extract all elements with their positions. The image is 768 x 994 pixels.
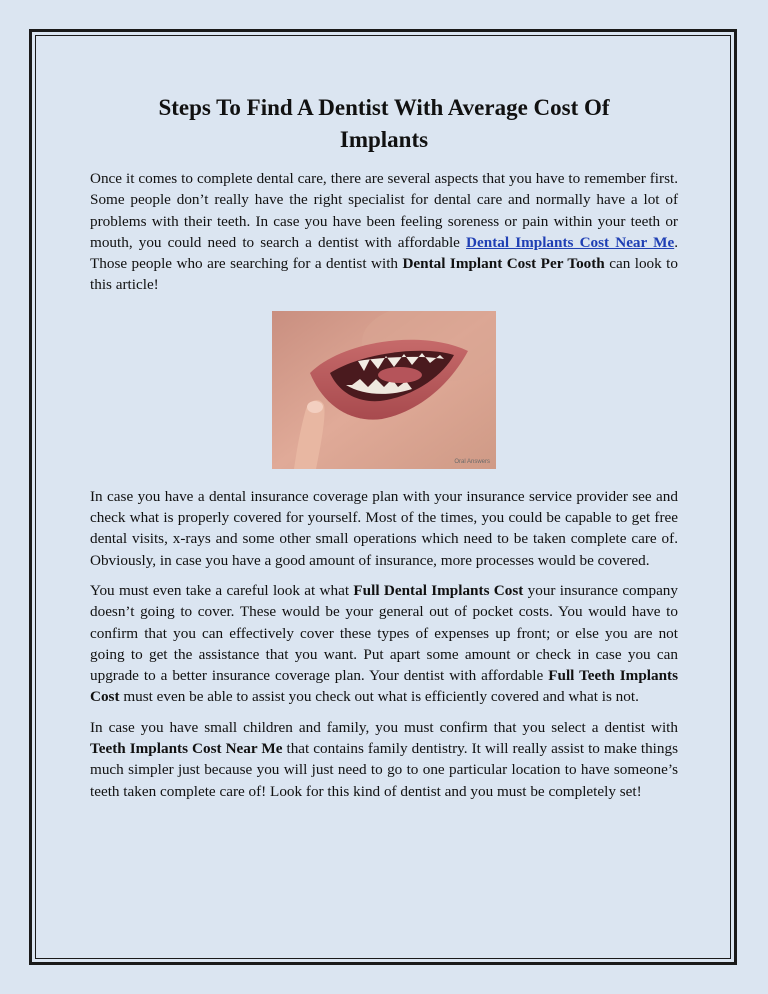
dental-implants-cost-link[interactable]: Dental Implants Cost Near Me bbox=[466, 233, 675, 251]
paragraph-text: that contains family dentistry. It will really assist to make things much simpler just because you will just need to go to one particular location to have someone’s teeth taken complete care of! Look for this kind of dentist and you must be completely set! bbox=[90, 740, 678, 800]
bold-keyword: Full Teeth Implants Cost bbox=[90, 667, 678, 706]
paragraph-text: can look to this article! bbox=[90, 255, 678, 294]
mouth-photo bbox=[272, 311, 496, 469]
paragraph-costs bbox=[90, 580, 678, 708]
paragraph-text: . Those people who are searching for a dentist with bbox=[90, 233, 678, 273]
document-body bbox=[90, 92, 678, 802]
paragraph-family bbox=[90, 717, 678, 802]
paragraph-insurance: In case you have a dental insurance coverage plan with your insurance service provider see and check what is properly covered for yourself. Most of the times, you could be capable to get free dental visits, x-rays and some other small operations which need to be taken complete care of. Obviously, in case you have a good amount of insurance, more processes would be covered. bbox=[90, 487, 678, 569]
document-title: Steps To Find A Dentist With Average Cost Of Implants bbox=[158, 95, 610, 152]
photo-credit: Oral Answers bbox=[454, 458, 490, 465]
bold-keyword: Teeth Implants Cost Near Me bbox=[90, 740, 283, 758]
paragraph-text: your insurance company doesn’t going to cover. These would be your general out of pocket costs. You would have to confirm that you can effectively cover these types of expenses up front; or else you are not going to get the assistance that you want. Put apart some amount or check in case you can upgrade to a better insurance coverage plan. Your dentist with affordable bbox=[90, 581, 678, 685]
bold-keyword: Dental Implant Cost Per Tooth bbox=[402, 255, 605, 273]
paragraph-text: In case you have small children and family, you must confirm that you select a dentist with bbox=[90, 718, 678, 736]
paragraph-intro bbox=[90, 168, 678, 296]
paragraph-text: You must even take a careful look at what bbox=[90, 581, 354, 599]
bold-keyword: Full Dental Implants Cost bbox=[353, 581, 524, 599]
paragraph-text: Once it comes to complete dental care, there are several aspects that you have to remember first. Some people don’t really have the right specialist for dental care and normally have a lot of problems with their teeth. In case you have been feeling soreness or pain within your teeth or mouth, you could need to search a dentist with affordable bbox=[90, 170, 678, 251]
paragraph-text: must even be able to assist you check out what is efficiently covered and what is not. bbox=[119, 688, 639, 706]
